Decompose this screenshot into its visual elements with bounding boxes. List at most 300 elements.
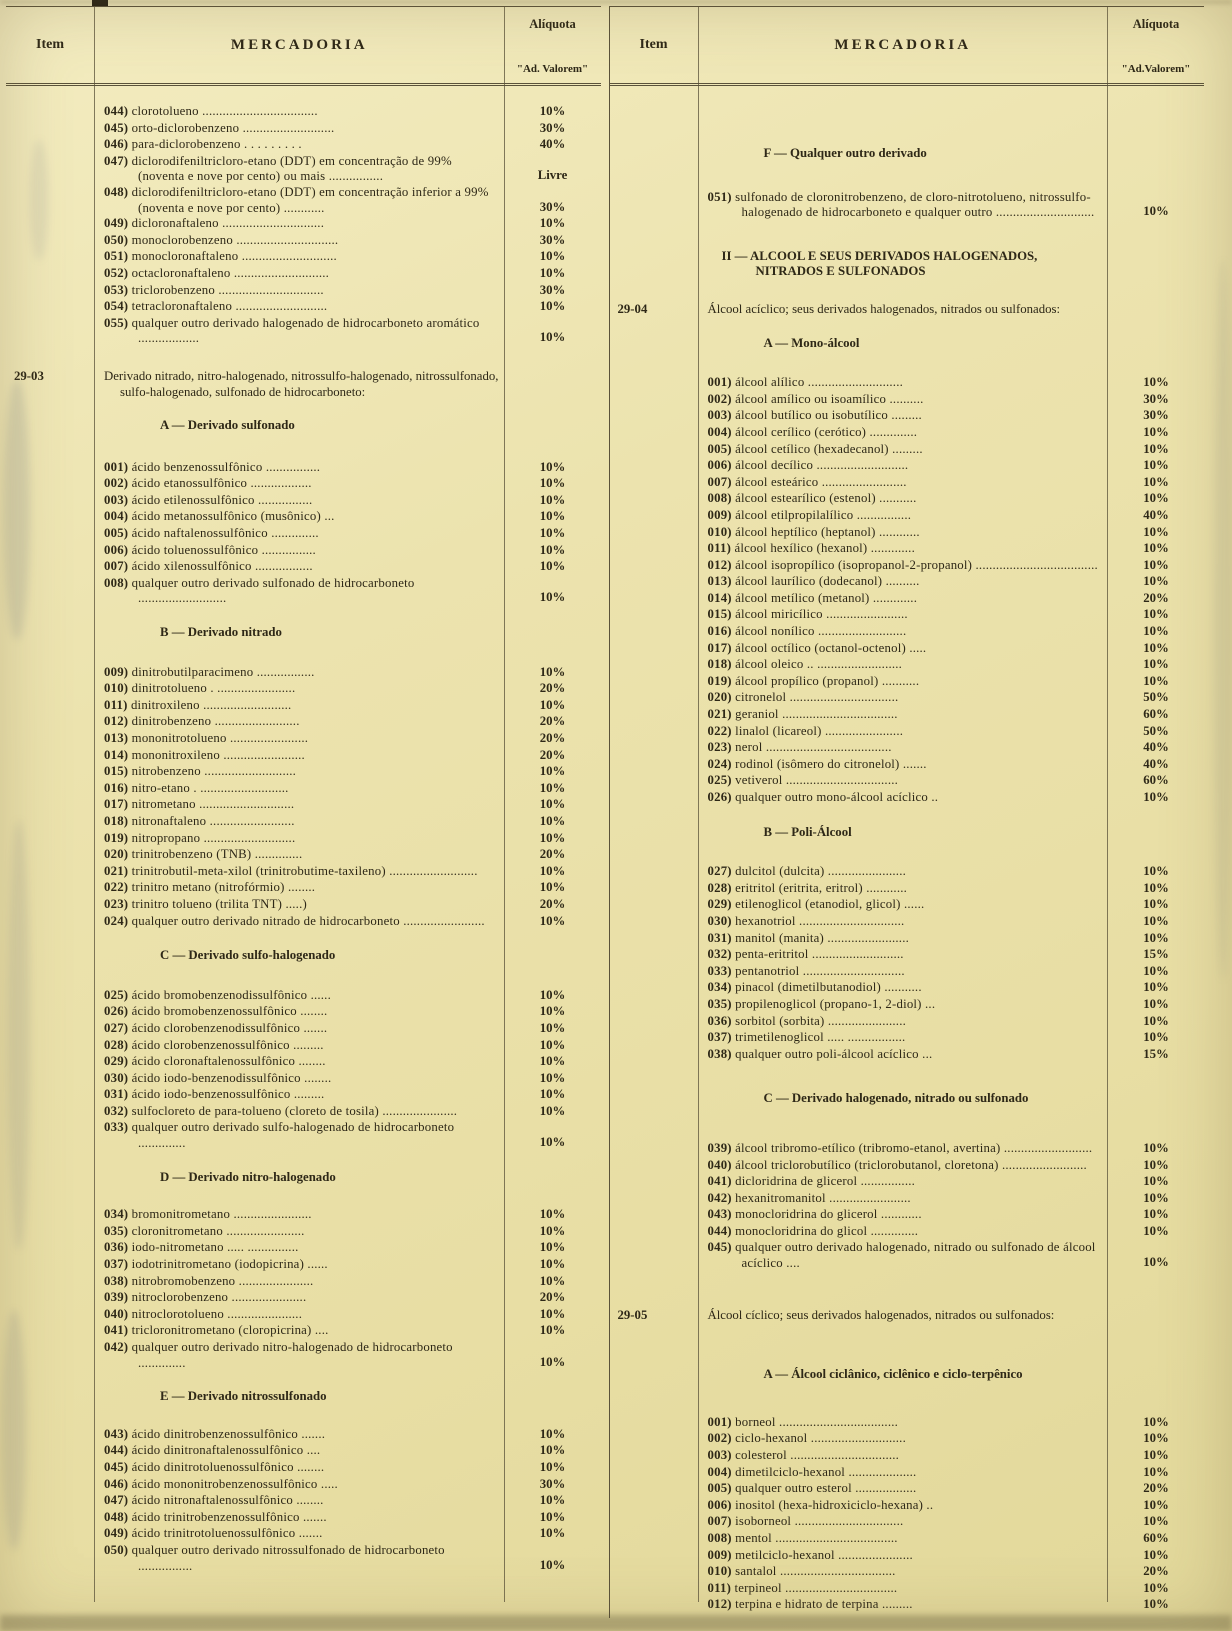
item-code-cell [6,1323,94,1340]
item-code-cell [610,724,698,741]
item-text: 045) orto-diclorobenzeno ........................... [104,120,335,135]
aliquota-cell: 10% [1143,1597,1169,1612]
aliquota-cell: 10% [539,1054,566,1069]
mercadoria-cell [698,690,1109,707]
item-text: 010) álcool heptílico (heptanol) ............ [707,524,920,539]
mercadoria-cell [94,1274,505,1291]
item-text: 015) álcool miricílico ........................ [707,607,908,622]
mercadoria-cell [94,1224,505,1241]
mercadoria-cell [94,1526,505,1543]
mercadoria-cell [698,740,1109,757]
item-code-cell [610,1415,698,1432]
item-text: 011) álcool hexílico (hexanol) ............. [707,541,915,556]
mercadoria-cell [698,574,1109,591]
group-description: Derivado nitrado, nitro-halogenado, nitrossulfo-halogenado, nitrossulfonado, sulfo-halogenado, sulfonado de hidrocarboneto: [104,368,499,399]
item-number: 045) [707,1240,732,1255]
table-row [610,375,1205,392]
mercadoria-cell [94,1493,505,1510]
item-code-cell [6,880,94,897]
item-number: 030) [707,913,732,928]
item-number: 009) [707,1547,732,1562]
aliquota-cell: 10% [539,249,566,264]
table-row [6,698,601,715]
item-text: 010) dinitrotolueno . ....................... [104,681,296,696]
table-row [6,493,601,510]
item-code-cell [6,814,94,831]
aliquota-cell: 10% [1143,1013,1169,1028]
table-row-sec [610,336,1205,352]
aliquota-cell: 20% [1143,1481,1169,1496]
mercadoria-cell [94,781,505,798]
aliquota-cell: 10% [539,559,566,574]
item-code-cell [6,299,94,316]
item-code-cell [6,1510,94,1527]
item-code-cell [6,847,94,864]
item-code-cell [610,690,698,707]
mercadoria-cell [94,1543,505,1574]
item-text: 055) qualquer outro derivado halogenado de hidrocarboneto aromático .................. [104,315,480,346]
table-row [610,914,1205,931]
item-text: 024) rodinol (isômero do citronelol) ....... [707,756,927,771]
scan-edge [0,0,1232,4]
mercadoria-cell [94,1004,505,1021]
table-row [6,233,601,250]
aliquota-cell: 10% [1143,1464,1169,1479]
mercadoria-cell [94,764,505,781]
item-text: 004) dimetilciclo-hexanol .................... [707,1464,917,1479]
mercadoria-cell [698,1047,1109,1064]
table-row [6,681,601,698]
item-number: 033) [707,963,732,978]
item-number: 049) [104,216,129,231]
table-row [6,1087,601,1104]
aliquota-cell: 15% [1143,947,1169,962]
table-row [610,525,1205,542]
aliquota-cell: 30% [539,282,566,297]
table-row [6,249,601,266]
aliquota-cell: 10% [539,1557,566,1572]
mercadoria-cell [698,624,1109,641]
table-row [6,1224,601,1241]
item-code-cell [610,458,698,475]
item-number: 046) [104,137,129,152]
table-row [6,1038,601,1055]
item-number: 020) [104,847,129,862]
table-row [610,475,1205,492]
aliquota-cell: 10% [1143,424,1169,439]
aliquota-cell: 10% [539,797,566,812]
aliquota-cell: 10% [539,1509,566,1524]
item-text: 025) vetiverol ................................. [707,773,899,788]
section-heading: C — Derivado sulfo-halogenado [160,948,336,963]
item-number: 042) [707,1190,732,1205]
item-text: 023) trinitro tolueno (trilita TNT) .....) [104,896,307,911]
item-code-cell [610,1240,698,1271]
aliquota-cell: 10% [1143,790,1169,804]
item-text: 012) álcool isopropílico (isopropanol-2-propanol) .................................... [707,557,1098,572]
item-code-cell [6,559,94,576]
table-row [6,1054,601,1071]
table-row [6,1021,601,1038]
item-number: 042) [104,1340,129,1354]
aliquota-cell [1108,1106,1204,1107]
column-header-item: Item [639,37,668,52]
mercadoria-cell [698,707,1109,724]
item-number: 007) [104,559,129,574]
mercadoria-cell [698,1207,1109,1224]
aliquota-cell: 10% [1143,913,1169,928]
aliquota-cell: 10% [539,880,566,895]
item-number: 005) [707,441,732,456]
mercadoria-cell [698,190,1109,221]
aliquota-cell: 10% [1143,1140,1169,1155]
item-number: 043) [707,1207,732,1222]
mercadoria-cell [94,831,505,848]
mercadoria-cell [94,625,505,641]
item-text: 006) álcool decílico ........................... [707,458,909,473]
item-number: 016) [707,624,732,639]
aliquota-cell [1108,1382,1204,1383]
item-code-cell [610,607,698,624]
item-number: 013) [104,731,129,745]
aliquota-cell: 10% [1143,624,1169,639]
item-text: 029) ácido cloronaftalenossulfônico ........ [104,1054,326,1069]
mercadoria-cell [698,1014,1109,1031]
aliquota-cell [1108,279,1204,280]
item-code-cell [6,1021,94,1038]
table-row [6,897,601,914]
item-text: 042) hexanitromanitol ........................ [707,1190,911,1205]
item-code-cell [610,707,698,724]
row-spacer [610,178,1205,190]
item-number: 021) [707,707,732,722]
aliquota-cell: 15% [1143,1046,1169,1061]
aliquota-cell: 10% [1143,864,1169,879]
aliquota-cell: 20% [539,731,566,745]
table-row-group [610,302,1205,318]
item-code-cell [610,1448,698,1465]
table-row [610,1481,1205,1498]
item-text: 012) dinitrobenzeno ......................... [104,714,300,729]
item-code-cell [6,266,94,283]
item-code-cell [610,773,698,790]
table-row [6,1257,601,1274]
item-number: 032) [707,947,732,962]
item-code-cell [610,425,698,442]
mercadoria-cell [698,1481,1109,1498]
aliquota-cell: 10% [1143,930,1169,945]
item-code-cell [610,475,698,492]
table-row [610,458,1205,475]
item-text: 013) álcool laurílico (dodecanol) .......... [707,574,920,589]
item-text: 037) trimetilenoglicol ..... ................. [707,1030,906,1045]
aliquota-cell: 10% [1143,1255,1169,1270]
mercadoria-cell [698,302,1109,318]
aliquota-cell: 30% [539,1476,566,1491]
item-number: 027) [707,864,732,879]
table-row [6,831,601,848]
aliquota-cell: 10% [539,265,566,280]
item-number: 013) [707,574,732,589]
row-spacer [610,367,1205,375]
row-spacer [610,1272,1205,1286]
item-text: 031) manitol (manita) ........................ [707,930,909,945]
section-heading: D — Derivado nitro-halogenado [160,1169,336,1184]
aliquota-cell: 10% [1143,1448,1169,1463]
aliquota-cell: 10% [1143,1190,1169,1205]
aliquota-cell: 20% [539,747,566,762]
mercadoria-cell [698,1564,1109,1581]
mercadoria-cell [698,1581,1109,1598]
item-number: 008) [707,491,732,506]
mercadoria-cell [698,964,1109,981]
item-number: 038) [707,1046,732,1061]
item-code-cell [610,1091,698,1107]
item-number: 048) [104,1509,129,1524]
item-code-cell [6,1389,94,1405]
item-number: 015) [707,607,732,622]
item-code-cell [6,1224,94,1241]
row-spacer [6,450,601,460]
item-code-cell [610,947,698,964]
item-number: 004) [707,424,732,439]
item-code-cell [610,574,698,591]
mercadoria-cell [94,665,505,682]
item-text: 001) ácido benzenossulfônico ................ [104,459,321,474]
aliquota-cell: 10% [539,492,566,507]
aliquota-cell: 10% [539,1103,566,1118]
aliquota-cell: 10% [539,1037,566,1052]
item-code-cell [6,543,94,560]
item-text: 054) tetracloronaftaleno ........................... [104,299,328,314]
table-row [6,543,601,560]
aliquota-cell: 10% [1143,1514,1169,1529]
mercadoria-cell [94,476,505,493]
item-code-cell [610,1030,698,1047]
item-text: 042) qualquer outro derivado nitro-halogenado de hidrocarboneto .............. [104,1340,453,1370]
mercadoria-cell [698,825,1109,841]
item-text: 014) álcool metílico (metanol) ............. [707,590,918,605]
item-code-cell [6,1274,94,1291]
mercadoria-cell [698,947,1109,964]
item-number: 055) [104,315,129,330]
item-number: 020) [707,690,732,705]
aliquota-cell: 10% [1143,441,1169,456]
item-code-cell [610,1548,698,1565]
item-code-cell [6,1460,94,1477]
mercadoria-cell [698,558,1109,575]
mercadoria-cell [94,1170,505,1186]
mercadoria-cell [94,266,505,283]
item-text: 018) nitronaftaleno ......................... [104,813,295,828]
table-row [6,1120,601,1151]
item-text: 027) ácido clorobenzenodissulfônico ....... [104,1020,328,1035]
item-text: 043) monocloridrina do glicerol ............ [707,1207,922,1222]
item-code-cell [6,864,94,881]
table-row [6,460,601,477]
aliquota-cell: 30% [539,232,566,247]
item-text: 049) ácido trinitrotoluenossulfônico ....... [104,1526,323,1541]
table-row [610,1514,1205,1531]
item-text: 024) qualquer outro derivado nitrado de hidrocarboneto ........................ [104,913,485,928]
aliquota-cell: 10% [539,764,566,779]
table-row [610,980,1205,997]
item-text: 012) terpina e hidrato de terpina ......... [707,1597,913,1612]
aliquota-cell: 10% [539,509,566,524]
item-text: 017) álcool octílico (octanol-octenol) ..... [707,640,927,655]
aliquota-cell [1108,161,1204,162]
aliquota-label: Alíquota [1132,17,1180,31]
item-number: 025) [104,987,129,1002]
item-number: 009) [104,664,129,679]
mercadoria-cell [94,418,505,434]
mercadoria-cell [94,847,505,864]
item-text: 008) qualquer outro derivado sulfonado de hidrocarboneto .......................... [104,575,415,606]
item-code-cell [6,1493,94,1510]
mercadoria-cell [94,698,505,715]
mercadoria-cell [94,526,505,543]
aliquota-cell: 10% [1143,1414,1169,1429]
mercadoria-cell [698,1514,1109,1531]
table-row [610,707,1205,724]
mercadoria-cell [698,1597,1109,1614]
table-row [6,104,601,121]
aliquota-cell: 10% [539,1223,566,1238]
item-number: 029) [707,897,732,912]
group-description: Álcool cíclico; seus derivados halogenados, nitrados ou sulfonados: [707,1307,1055,1322]
mercadoria-cell [94,493,505,510]
item-text: 044) ácido dinitronaftalenossulfônico .... [104,1443,321,1458]
mercadoria-cell [94,948,505,964]
aliquota-cell: 10% [539,863,566,878]
mercadoria-cell [698,1415,1109,1432]
item-code-cell [6,1290,94,1307]
mercadoria-cell [698,336,1109,352]
item-number: 002) [707,1431,732,1446]
table-row [610,773,1205,790]
mercadoria-cell [94,1323,505,1340]
mercadoria-cell [698,1240,1109,1271]
table-row [610,724,1205,741]
table-row [610,591,1205,608]
item-code-cell [610,1367,698,1383]
item-code-cell [610,740,698,757]
mercadoria-cell [94,1307,505,1324]
table-row [610,1240,1205,1271]
table-row [6,714,601,731]
group-description: Álcool acíclico; seus derivados halogenados, nitrados ou sulfonados: [707,301,1061,316]
table-row [610,607,1205,624]
item-code-cell [6,797,94,814]
item-text: 035) propilenoglicol (propano-1, 2-diol) ... [707,996,936,1011]
item-text: 003) colesterol ................................ [707,1448,900,1463]
left-table [6,6,601,1618]
item-text: 040) nitroclorotolueno ...................... [104,1306,303,1321]
aliquota-cell: 40% [1143,756,1169,771]
aliquota-cell: 10% [1143,491,1169,506]
item-number: 023) [104,896,129,911]
item-text: 018) álcool oleico .. ......................... [707,657,903,672]
row-spacer [610,1123,1205,1141]
item-number: 006) [104,542,129,557]
mercadoria-cell [698,1498,1109,1515]
item-code-cell [610,1597,698,1614]
item-number: 040) [104,1306,129,1321]
table-row [6,731,601,748]
item-number: 018) [104,813,129,828]
item-text: 005) álcool cetílico (hexadecanol) ......... [707,441,923,456]
mercadoria-cell [94,299,505,316]
table-row [610,1498,1205,1515]
aliquota-label: Alíquota [529,17,576,31]
item-code-cell [610,146,698,162]
item-number: 017) [707,640,732,655]
table-row [610,1448,1205,1465]
item-code-cell [610,1498,698,1515]
item-text: 002) álcool amílico ou isoamílico .......... [707,391,924,406]
item-number: 002) [104,476,129,491]
mercadoria-cell [698,980,1109,997]
aliquota-cell: 60% [1143,773,1169,788]
item-number: 032) [104,1103,129,1118]
section-heading: A — Derivado sulfonado [160,418,295,433]
table-row [610,1158,1205,1175]
table-row [6,283,601,300]
item-number: 015) [104,764,129,779]
item-code-cell [610,1141,698,1158]
aliquota-cell: 60% [1143,1531,1169,1545]
table-row-sec [610,825,1205,841]
item-number: 001) [104,459,129,474]
item-code-cell [610,375,698,392]
item-text: 032) penta-eritritol ........................... [707,947,904,962]
item-code-cell [6,493,94,510]
table-row-sec [6,418,601,434]
aliquota-cell: 40% [539,137,566,152]
table-row [610,1597,1205,1614]
item-code-cell [6,249,94,266]
table-row [610,674,1205,691]
item-number: 037) [707,1030,732,1045]
item-text: 001) borneol ................................... [707,1414,899,1429]
aliquota-cell: 10% [539,1240,566,1255]
aliquota-cell: 10% [539,913,566,928]
item-text: 030) hexanotriol ............................... [707,913,905,928]
mercadoria-cell [698,442,1109,459]
item-number: 024) [104,913,129,928]
item-number: 028) [104,1037,129,1052]
table-row [610,690,1205,707]
aliquota-cell: 10% [539,1207,566,1222]
mercadoria-cell [94,864,505,881]
mercadoria-cell [698,408,1109,425]
table-row [6,526,601,543]
aliquota-cell: 20% [1143,590,1169,605]
mercadoria-cell [94,988,505,1005]
item-number: 050) [104,232,129,247]
mercadoria-cell [94,1510,505,1527]
column-divider [1107,6,1108,1602]
table-row [610,897,1205,914]
item-text: 001) álcool alílico ............................ [707,375,903,390]
item-text: 006) inositol (hexa-hidroxiciclo-hexana) .. [707,1497,934,1512]
table-row [6,781,601,798]
aliquota-cell: 20% [1143,1564,1169,1579]
table-row [6,316,601,347]
table-row-sec [6,1170,601,1186]
column-divider [94,6,95,1602]
mercadoria-cell [698,375,1109,392]
